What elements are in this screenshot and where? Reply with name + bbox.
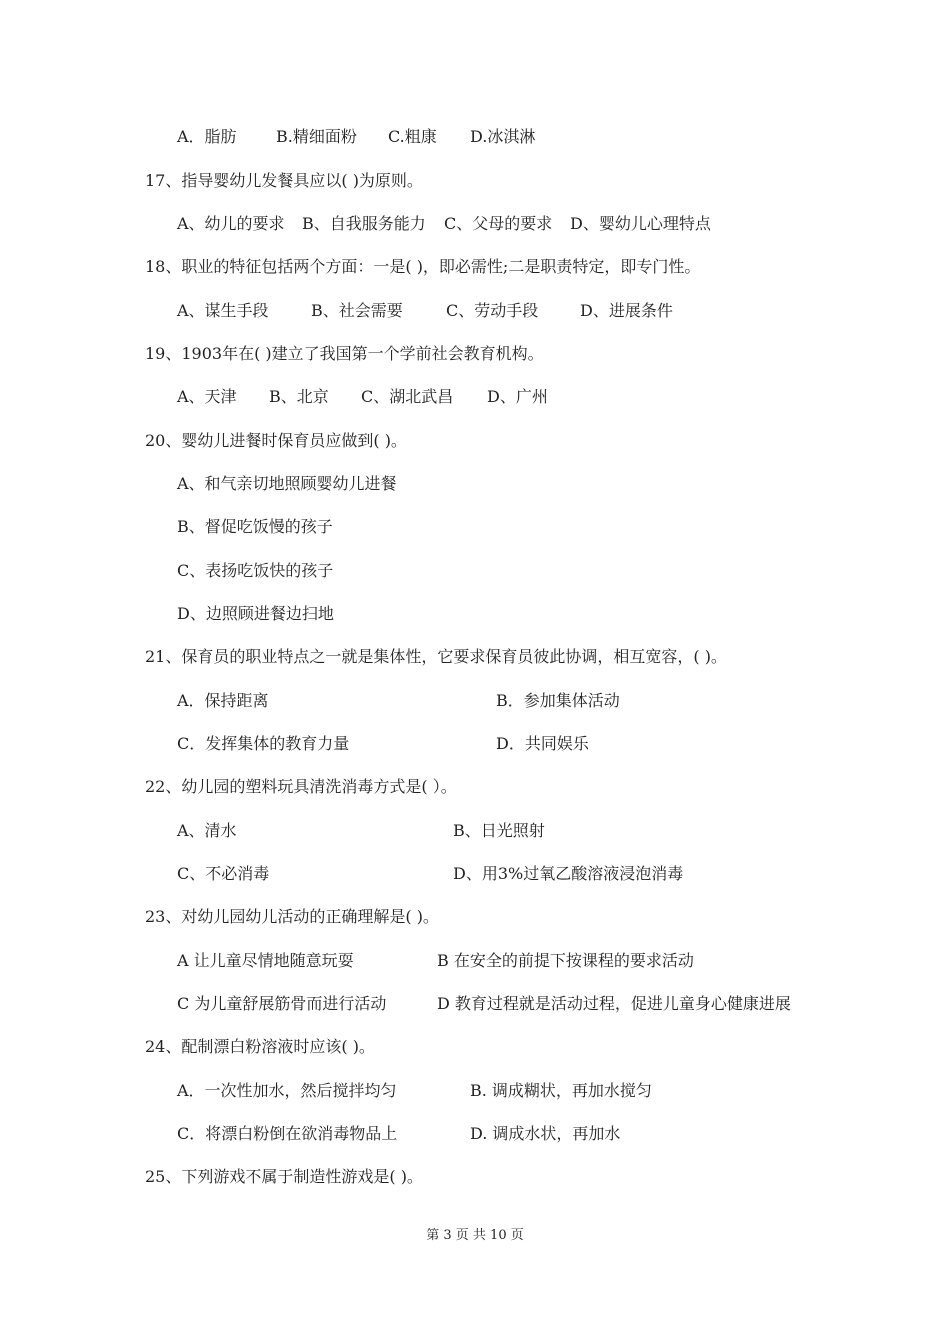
q23-option-c: C 为儿童舒展筋骨而进行活动 (177, 994, 387, 1013)
q19-option-d: D、广州 (487, 387, 548, 406)
q18-option-c: C、劳动手段 (446, 301, 539, 320)
q24-option-d: D. 调成水状，再加水 (470, 1124, 621, 1143)
q16-option-d: D.冰淇淋 (470, 127, 536, 146)
q18-option-d: D、进展条件 (580, 301, 673, 320)
q20-option-d: D、边照顾进餐边扫地 (177, 604, 334, 623)
question-19-text: 19、1903年在( )建立了我国第一个学前社会教育机构。 (145, 344, 544, 363)
q22-option-c: C、不必消毒 (177, 864, 270, 883)
q19-option-b: B、北京 (269, 387, 329, 406)
q17-option-c: C、父母的要求 (444, 214, 553, 233)
q23-option-b: B 在安全的前提下按课程的要求活动 (437, 951, 694, 970)
q18-option-a: A、谋生手段 (177, 301, 269, 320)
q19-option-a: A、天津 (177, 387, 237, 406)
question-24-text: 24、配制漂白粉溶液时应该( )。 (145, 1037, 375, 1056)
q17-option-d: D、婴幼儿心理特点 (570, 214, 711, 233)
question-22-text: 22、幼儿园的塑料玩具清洗消毒方式是( ）。 (145, 777, 457, 796)
q21-option-d: D．共同娱乐 (496, 734, 589, 753)
question-20-text: 20、婴幼儿进餐时保育员应做到( )。 (145, 431, 407, 450)
q20-option-b: B、督促吃饭慢的孩子 (177, 517, 333, 536)
page-number-footer: 第 3 页 共 10 页 (426, 1228, 524, 1243)
q24-option-c: C．将漂白粉倒在欲消毒物品上 (177, 1124, 398, 1143)
q18-option-b: B、社会需要 (311, 301, 403, 320)
q16-option-c: C.粗康 (388, 127, 437, 146)
q16-option-b: B.精细面粉 (276, 127, 357, 146)
question-25-text: 25、下列游戏不属于制造性游戏是( )。 (145, 1167, 423, 1186)
q21-option-c: C．发挥集体的教育力量 (177, 734, 350, 753)
question-18-text: 18、职业的特征包括两个方面：一是( )，即必需性;二是职责特定，即专门性。 (145, 257, 701, 276)
q21-option-a: A．保持距离 (177, 691, 269, 710)
question-17-text: 17、指导婴幼儿发餐具应以( )为原则。 (145, 171, 423, 190)
q24-option-a: A．一次性加水，然后搅拌均匀 (177, 1081, 397, 1100)
q23-option-a: A 让儿童尽情地随意玩耍 (177, 951, 354, 970)
question-21-text: 21、保育员的职业特点之一就是集体性，它要求保育员彼此协调，相互宽容，( )。 (145, 647, 727, 666)
q23-option-d: D 教育过程就是活动过程，促进儿童身心健康进展 (437, 994, 791, 1013)
q22-option-b: B、日光照射 (453, 821, 545, 840)
q22-option-a: A、清水 (177, 821, 237, 840)
q20-option-c: C、表扬吃饭快的孩子 (177, 561, 334, 580)
q20-option-a: A、和气亲切地照顾婴幼儿进餐 (177, 474, 397, 493)
q22-option-d: D、用3%过氧乙酸溶液浸泡消毒 (453, 864, 684, 883)
q17-option-b: B、自我服务能力 (302, 214, 426, 233)
q21-option-b: B．参加集体活动 (496, 691, 620, 710)
q24-option-b: B. 调成糊状，再加水搅匀 (470, 1081, 652, 1100)
question-23-text: 23、对幼儿园幼儿活动的正确理解是( )。 (145, 907, 439, 926)
q16-option-a: A．脂肪 (177, 127, 237, 146)
q19-option-c: C、湖北武昌 (361, 387, 454, 406)
q17-option-a: A、幼儿的要求 (177, 214, 285, 233)
